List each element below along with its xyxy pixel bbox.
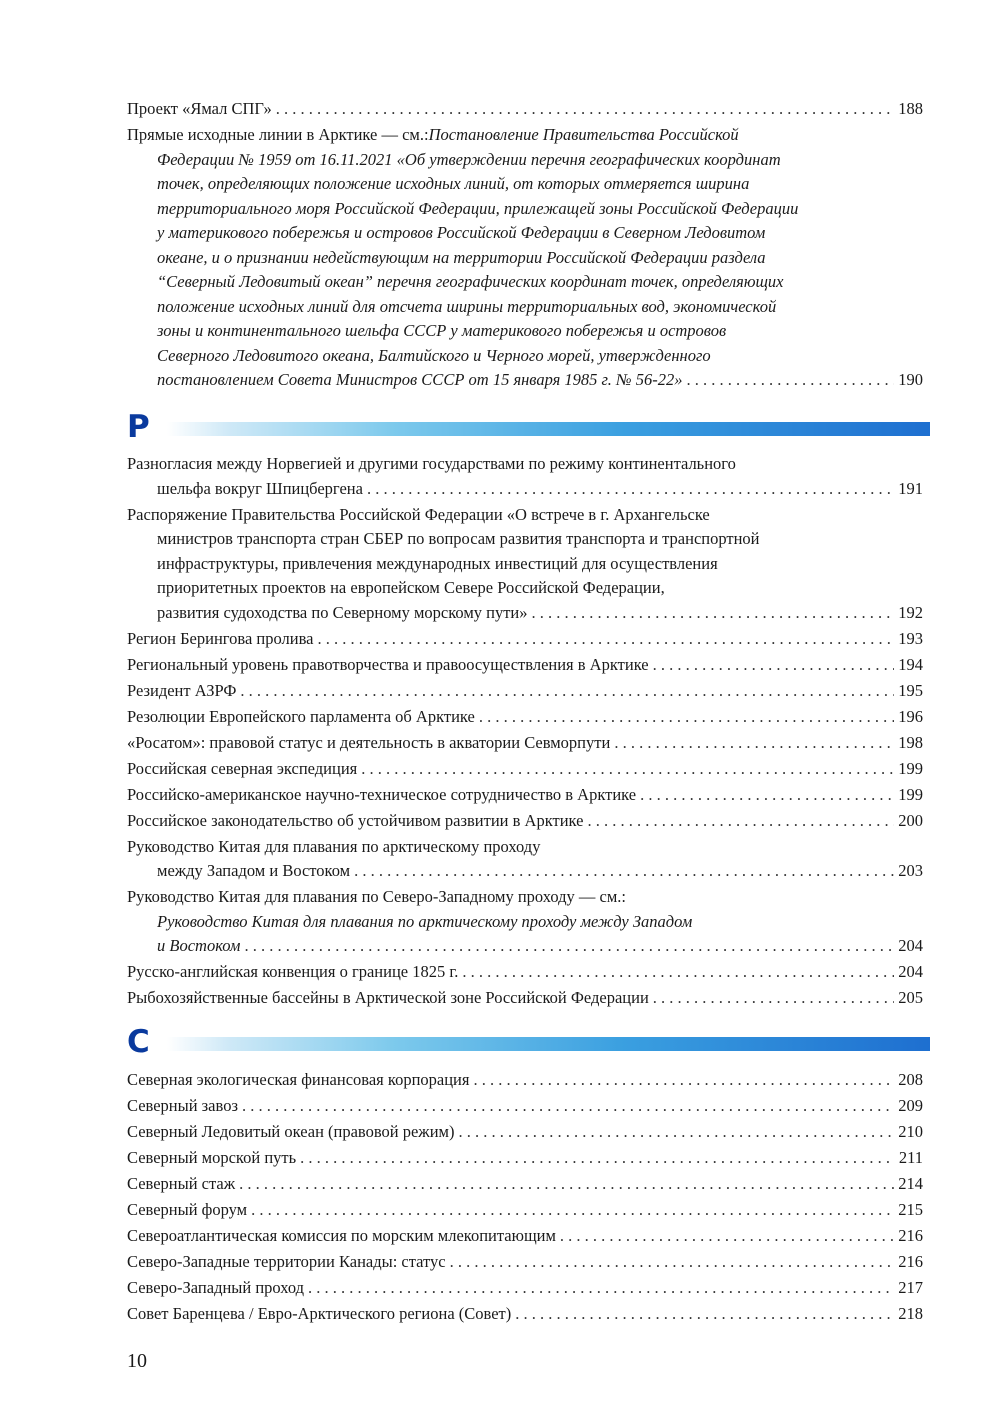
index-entry-line [127,601,923,626]
entry-text: Российско-американское научно-техническое сотрудничество в Арктике [127,784,637,804]
entry-page-number: 199 [898,758,923,778]
index-entry [127,679,923,704]
index-entry [127,627,923,652]
dot-leader [560,1224,894,1249]
index-entry-line [127,1302,923,1327]
dot-leader [244,934,894,959]
entry-page-number: 192 [898,602,923,622]
entry-text: Резолюции Европейского парламента об Арктике [127,706,475,726]
entry-page-number: 199 [898,784,923,804]
entry-page-number: 208 [898,1070,923,1089]
entry-text: Руководство Китая для плавания по Северо-Западному проходу — см.: [127,887,627,906]
index-entry-line [127,910,923,935]
entry-text: Североатлантическая комиссия по морским млекопитающим [127,1226,556,1245]
index-entry [127,1276,923,1301]
dot-leader [367,477,894,502]
entry-text: инфраструктуры, привлечения международных инвестиций для осуществления [157,553,718,573]
index-entry-line [127,295,923,320]
entry-reference-text: территориального моря Российской Федерации, прилежащей зоны Российской Федерации [157,198,799,218]
dot-leader [479,705,894,730]
entry-text: Разногласия между Норвегией и другими государствами по режиму континентального [127,454,736,473]
entry-page-number: 215 [898,1200,923,1219]
index-entry [127,1224,923,1249]
index-entry-line [127,705,923,730]
index-entry-line [127,731,923,756]
dot-leader [458,1120,894,1145]
index-entry [127,1198,923,1223]
index-entry-line [127,934,923,959]
index-entry-line [127,576,923,601]
index-entry-line [127,1094,923,1119]
index-entry [127,1146,923,1171]
entry-text: Русско-английская конвенция о границе 1825 г. [127,962,459,981]
entry-text: развития судоходства по Северному морскому пути» [157,602,528,622]
entry-reference-text: зоны и континентального шельфа СССР у материкового побережья и островов [157,321,727,340]
entry-page-number: 195 [898,680,923,700]
dot-leader [640,783,894,808]
dot-leader [361,757,894,782]
entry-text: Совет Баренцева / Евро-Арктического региона (Совет) [127,1304,512,1323]
entry-reference-text: Руководство Китая для плавания по арктическому проходу между Западом [157,911,693,931]
index-entry-line [127,885,923,910]
entry-page-number: 216 [898,1252,923,1271]
dot-leader [450,1250,895,1275]
entry-text: Рыбохозяйственные бассейны в Арктической зоне Российской Федерации [127,988,649,1007]
dot-leader [242,1094,894,1119]
entry-page-number: 203 [898,861,923,880]
dot-leader [515,1302,894,1327]
entry-reference-text: точек, определяющих положение исходных линий, от которых отмеряется ширина [157,174,750,193]
dot-leader [473,1068,894,1093]
entry-page-number: 188 [898,99,923,118]
index-entry-line [127,627,923,652]
entry-text: шельфа вокруг Шпицбергена [157,478,363,498]
index-entry-line [127,368,923,393]
index-entry [127,1120,923,1145]
index-entry [127,97,923,122]
index-entry-line [127,1276,923,1301]
index-entry [127,653,923,678]
dot-leader [614,731,894,756]
letter-s: С [127,1024,150,1060]
index-entry-line [127,221,923,246]
dot-leader [653,986,894,1011]
dot-leader [354,859,894,884]
dot-leader [300,1146,895,1171]
letter-header-s [127,1024,930,1060]
entry-page-number: 204 [898,962,923,981]
index-entry-line [127,1146,923,1171]
index-entry-line [127,123,923,148]
index-entry [127,705,923,730]
entry-text: Резидент АЗРФ [127,680,237,700]
index-entry-line [127,859,923,884]
entry-page-number: 209 [898,1096,923,1115]
index-entry-line [127,1068,923,1093]
entry-page-number: 200 [898,810,923,830]
index-entry [127,986,923,1011]
entry-text: между Западом и Востоком [157,861,351,880]
dot-leader [587,809,894,834]
entry-text: Северный форум [127,1200,248,1219]
letter-header-r [127,409,930,445]
dot-leader [462,960,894,985]
gradient-stripe [167,422,930,436]
dot-leader [239,1172,894,1197]
entry-reference-text: постановлением Совета Министров СССР от 15 января 1985 г. № 56-22» [157,370,683,389]
entry-page-number: 216 [898,1226,923,1245]
index-entry [127,783,923,808]
entry-text: Региональный уровень правотворчества и правоосуществления в Арктике [127,654,649,674]
index-entry [127,1172,923,1197]
index-entry [127,1094,923,1119]
index-entry-line [127,986,923,1011]
dot-leader [653,653,895,678]
index-entry-line [127,319,923,344]
entry-text: Северный завоз [127,1096,238,1115]
index-entry-line [127,503,923,528]
dot-leader [308,1276,894,1301]
index-entry-line [127,172,923,197]
dot-leader [276,97,894,122]
entry-text: Северный морской путь [127,1148,297,1167]
index-entry [127,757,923,782]
index-entry [127,123,923,393]
entry-text: Прямые исходные линии в Арктике — см.: [127,125,429,144]
entry-text: Руководство Китая для плавания по арктическому проходу [127,836,541,856]
index-entry-line [127,783,923,808]
index-entry-line [127,344,923,369]
entry-text: Северный Ледовитый океан (правовой режим) [127,1122,455,1141]
gradient-stripe [167,1037,930,1051]
index-entry-line [127,1224,923,1249]
entry-reference-text: Постановление Правительства Российской [428,125,739,144]
index-entry-line [127,679,923,704]
index-entry [127,1068,923,1093]
entry-page-number: 198 [898,732,923,752]
index-entry-line [127,653,923,678]
entry-reference-text: “Северный Ледовитый океан” перечня географических координат точек, определяющих [157,272,784,291]
index-entry [127,885,923,959]
index-entry-line [127,197,923,222]
entry-text: приоритетных проектов на европейском Севере Российской Федерации, [157,578,665,597]
index-section-s [127,1068,923,1328]
index-entry-line [127,452,923,477]
entry-text: Российская северная экспедиция [127,758,358,778]
index-section-r [127,452,923,1012]
index-entry-line [127,270,923,295]
entry-reference-text: Северного Ледовитого океана, Балтийского и Черного морей, утвержденного [157,345,711,365]
entry-text: Северный стаж [127,1174,236,1193]
index-entry-line [127,835,923,860]
entry-text: Распоряжение Правительства Российской Федерации «О встрече в г. Архангельске [127,504,710,524]
entry-page-number: 191 [898,478,923,498]
entry-text: Северо-Западный проход [127,1278,305,1297]
index-entry [127,960,923,985]
index-entry-line [127,1172,923,1197]
dot-leader [251,1198,894,1223]
index-entry [127,1250,923,1275]
entry-page-number: 196 [898,706,923,726]
index-entry-line [127,97,923,122]
index-entry-line [127,960,923,985]
entry-page-number: 210 [898,1122,923,1141]
entry-reference-text: у материкового побережья и островов Российской Федерации в Северном Ледовитом [157,223,766,242]
entry-page-number: 214 [898,1174,923,1193]
entry-text: Северо-Западные территории Канады: статус [127,1252,446,1271]
index-entry [127,1302,923,1327]
index-entry [127,731,923,756]
index-entry-line [127,809,923,834]
entry-page-number: 205 [898,988,923,1007]
index-entry-line [127,1120,923,1145]
entry-page-number: 211 [898,1148,923,1167]
entry-reference-text: океане, и о признании недействующим на территории Российской Федерации раздела [157,247,766,267]
entry-page-number: 190 [898,370,923,389]
index-section-p-continued [127,97,923,394]
entry-text: Российское законодательство об устойчивом развитии в Арктике [127,810,584,830]
letter-r: Р [127,409,150,445]
page-number: 10 [127,1350,147,1372]
entry-text: министров транспорта стран СБЕР по вопросам развития транспорта и транспортной [157,529,760,548]
entry-reference-text: положение исходных линий для отсчета ширины территориальных вод, экономической [157,296,777,316]
index-entry-line [127,477,923,502]
index-entry [127,809,923,834]
entry-page-number: 204 [898,936,923,955]
index-entry-line [127,1198,923,1223]
entry-page-number: 193 [898,628,923,648]
dot-leader [240,679,894,704]
index-entry [127,835,923,884]
index-entry [127,503,923,626]
entry-page-number: 194 [898,654,923,674]
index-entry-line [127,1250,923,1275]
entry-text: «Росатом»: правовой статус и деятельность в акватории Севморпути [127,732,611,752]
entry-reference-text: Федерации № 1959 от 16.11.2021 «Об утверждении перечня географических координат [157,149,781,169]
index-entry [127,452,923,501]
index-entry-line [127,148,923,173]
entry-text: Регион Берингова пролива [127,628,314,648]
index-entry-line [127,527,923,552]
entry-page-number: 217 [898,1278,923,1297]
index-entry-line [127,246,923,271]
index-entry-line [127,552,923,577]
entry-page-number: 218 [898,1304,923,1323]
entry-text: Северная экологическая финансовая корпорация [127,1070,470,1089]
dot-leader [318,627,895,652]
entry-text: Проект «Ямал СПГ» [127,99,272,118]
dot-leader [686,368,894,393]
dot-leader [532,601,895,626]
entry-reference-text: и Востоком [157,936,241,955]
index-entry-line [127,757,923,782]
